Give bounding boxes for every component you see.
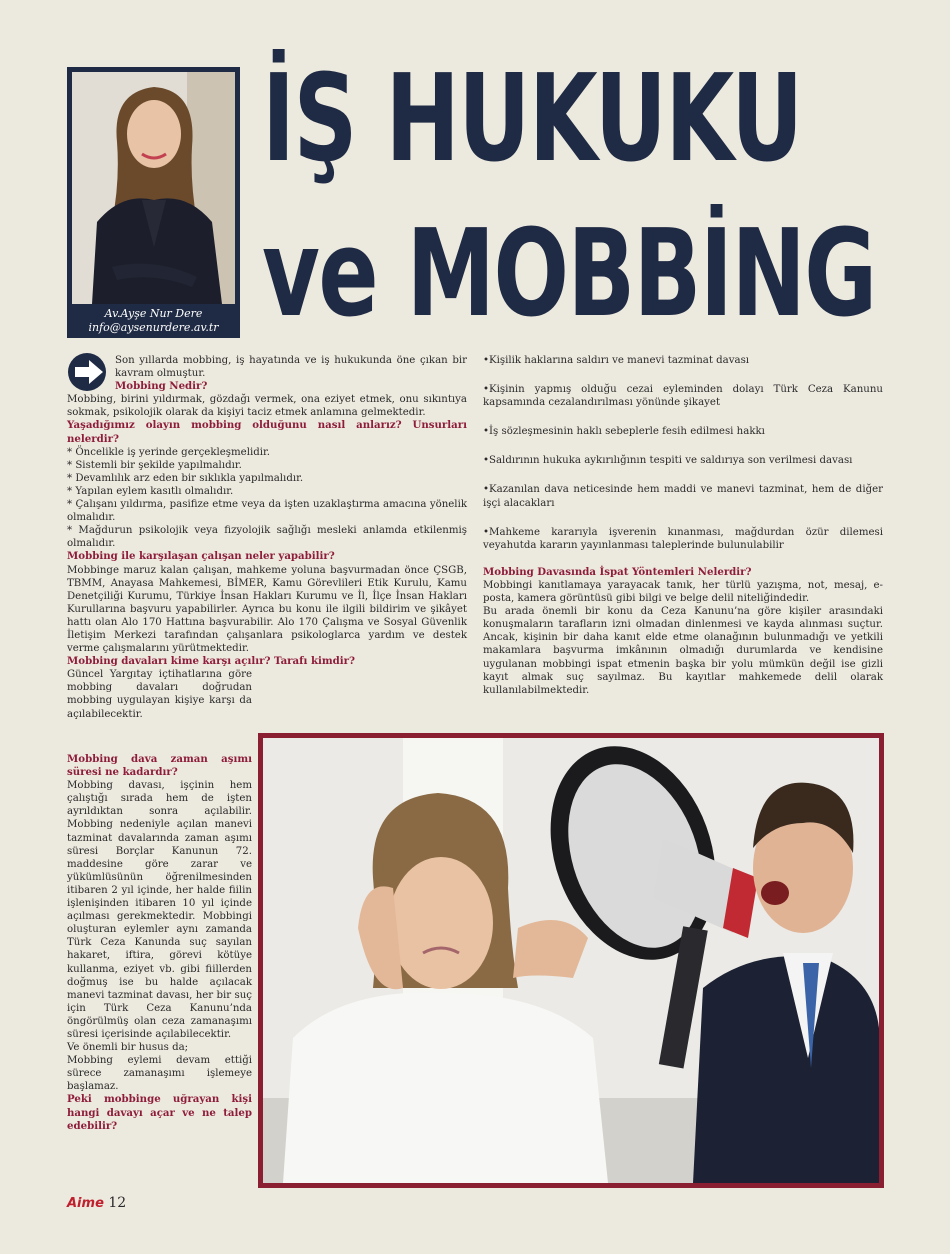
section-heading: Mobbing dava zaman aşımı süresi ne kadardır? [67,753,252,779]
page-number: 12 [108,1195,127,1211]
section-heading: Mobbing Nedir? [115,380,208,393]
list-item: * Devamlılık arz eden bir sıklıkla yapılmalıdır. [67,472,304,484]
section-heading: Yaşadığımız olayın mobbing olduğunu nasıl anlarız? Unsurları nelerdir? [67,419,467,445]
bullet-item: •Kişilik haklarına saldırı ve manevi tazminat davası [483,355,750,366]
bullet-item: •Mahkeme kararıyla işverenin kınanması, mağdurdan özür dilemesi veyahutda kararın yayınlanması taleplerinde bulunulabilir [483,526,883,551]
bullet-item: •İş sözleşmesinin haklı sebeplerle fesih edilmesi hakkı [483,426,765,438]
left-column [67,354,467,721]
paragraph: Mobbing davası, işçinin hem çalıştığı sırada hem de işten ayrıldıktan sonra açılabilir. Mobbing nedeniyle açılan manevi tazminat davalarında zaman aşımı süresi Borçlar Kanunun 72. maddesine göre zarar ve yükümlüsünün öğrenilmesinden itibaren 2 yıl içinde, her halde fiilin işlenişinden itibaren 10 yıl içinde açılması gerekmektedir. Mobbingi oluşturan eylemler aynı zamanda Türk Ceza Kanunda suç sayılan hakaret, iftira, görevi kötüye kullanma, eziyet vb. gibi fiillerden doğmuş ise bu halde açılacak manevi tazminat davası, her bir suç için Türk Ceza Kanunu’nda öngörülmüş olan ceza zamanaşımı süresi içerisinde açılabilecektir. [67,780,252,1040]
author-box [67,67,240,338]
bullet-item: •Kişinin yapmış olduğu cezai eyleminden dolayı Türk Ceza Kanunu kapsamında cezalandırılması yönünde şikayet [483,384,883,409]
bullet-item: •Kazanılan dava neticesinde hem maddi ve manevi tazminat, hem de diğer işçi alacakları [483,484,883,509]
section-heading: Peki mobbinge uğrayan kişi hangi davayı açar ve ne talep edebilir? [67,1093,252,1132]
list-item: * Yapılan eylem kasıtlı olmalıdır. [67,485,234,497]
bullet-item: •Saldırının hukuka aykırılığının tespiti ve saldırıya son verilmesi davası [483,455,853,467]
paragraph: Bu arada önemli bir konu da Ceza Kanunu’na göre kişiler arasındaki konuşmaların tarafların izni olmadan dinlenmesi ve kayda alınması suçtur. Ancak, kişinin bir daha kanıt elde etme olanağının bulunmadığı ve yetkili makamlara başvurma imkânının olmadığı durumlarda ve kendisine uygulanan mobbingi ispat etmenin başka bir yolu mümkün değil ise gizli kayıt almak suç sayılmaz. Bu kayıtlar mahkemede delil olarak kullanılabilmektedir. [483,606,883,696]
list-item: * Mağdurun psikolojik veya fizyolojik sağlığı mesleki anlamda etkilenmiş olmalıdır. [67,525,467,550]
page-title-line1: İŞ HUKUKU [262,50,802,189]
list-item: * Çalışanı yıldırma, pasifize etme veya da işten uzaklaştırma amacına yönelik olmalıdır. [67,499,467,524]
author-name: Av.Ayşe Nur Dere [104,307,203,320]
paragraph: Mobbing eylemi devam ettiği sürece zamanaşımı işlemeye başlamaz. [67,1055,252,1093]
left-narrow-column [67,753,252,1133]
author-email: info@aysenurdere.av.tr [88,321,219,334]
intro-text: Son yıllarda mobbing, iş hayatında ve iş hukukunda öne çıkan bir kavram olmuştur. [115,355,467,380]
right-column [483,354,883,697]
page-title-line2: ve MOBBİNG [262,205,876,344]
paragraph: Mobbinge maruz kalan çalışan, mahkeme yoluna başvurmadan önce ÇSGB, TBMM, Anayasa Mahkemesi, BİMER, Kamu Görevlileri Etik Kurulu, Kamu Denetçiliği Kurumu, Türkiye İnsan Hakları Kurumu ve İl, İlçe İnsan Hakları Kurullarına başvuru yapabilirler. Ayrıca bu konu ile ilgili bildirim ve şikâyet hattı olan Alo 170 Hattına başvurabilir. Alo 170 Çalışma ve Sosyal Güvenlik İletişim Merkezi tarafından çalışanlara psikologlarca yardım ve destek verme çalışmalarını yürütmektedir. [67,564,467,655]
list-item: * Öncelikle iş yerinde gerçekleşmelidir. [67,446,270,458]
author-photo [72,72,235,304]
paragraph: Mobbing, birini yıldırmak, gözdağı vermek, ona eziyet etmek, onu sıkıntıya sokmak, psikolojik olarak da kişiyi taciz etmek anlamına gelmektedir. [67,394,467,419]
paragraph: Güncel Yargıtay içtihatlarına göre mobbing davaları doğrudan mobbing uygulayan kişiye karşı da açılabilecektir. [67,669,252,720]
page-footer [67,1195,126,1211]
section-heading: Mobbing davaları kime karşı açılır? Tarafı kimdir? [67,655,355,668]
section-heading: Mobbing Davasında İspat Yöntemleri Nelerdir? [483,565,752,578]
paragraph: Mobbingi kanıtlamaya yarayacak tanık, her türlü yazışma, not, mesaj, e-posta, kamera görüntüsü gibi bilgi ve belge delil niteliğindedir. [483,579,883,605]
section-heading: Mobbing ile karşılaşan çalışan neler yapabilir? [67,550,335,563]
magazine-logo: Aime [67,1196,104,1211]
author-caption [67,307,240,335]
main-illustration [258,733,884,1188]
paragraph: Ve önemli bir husus da; [67,1042,189,1054]
megaphone-photo [263,738,879,1183]
list-item: * Sistemli bir şekilde yapılmalıdır. [67,459,242,471]
